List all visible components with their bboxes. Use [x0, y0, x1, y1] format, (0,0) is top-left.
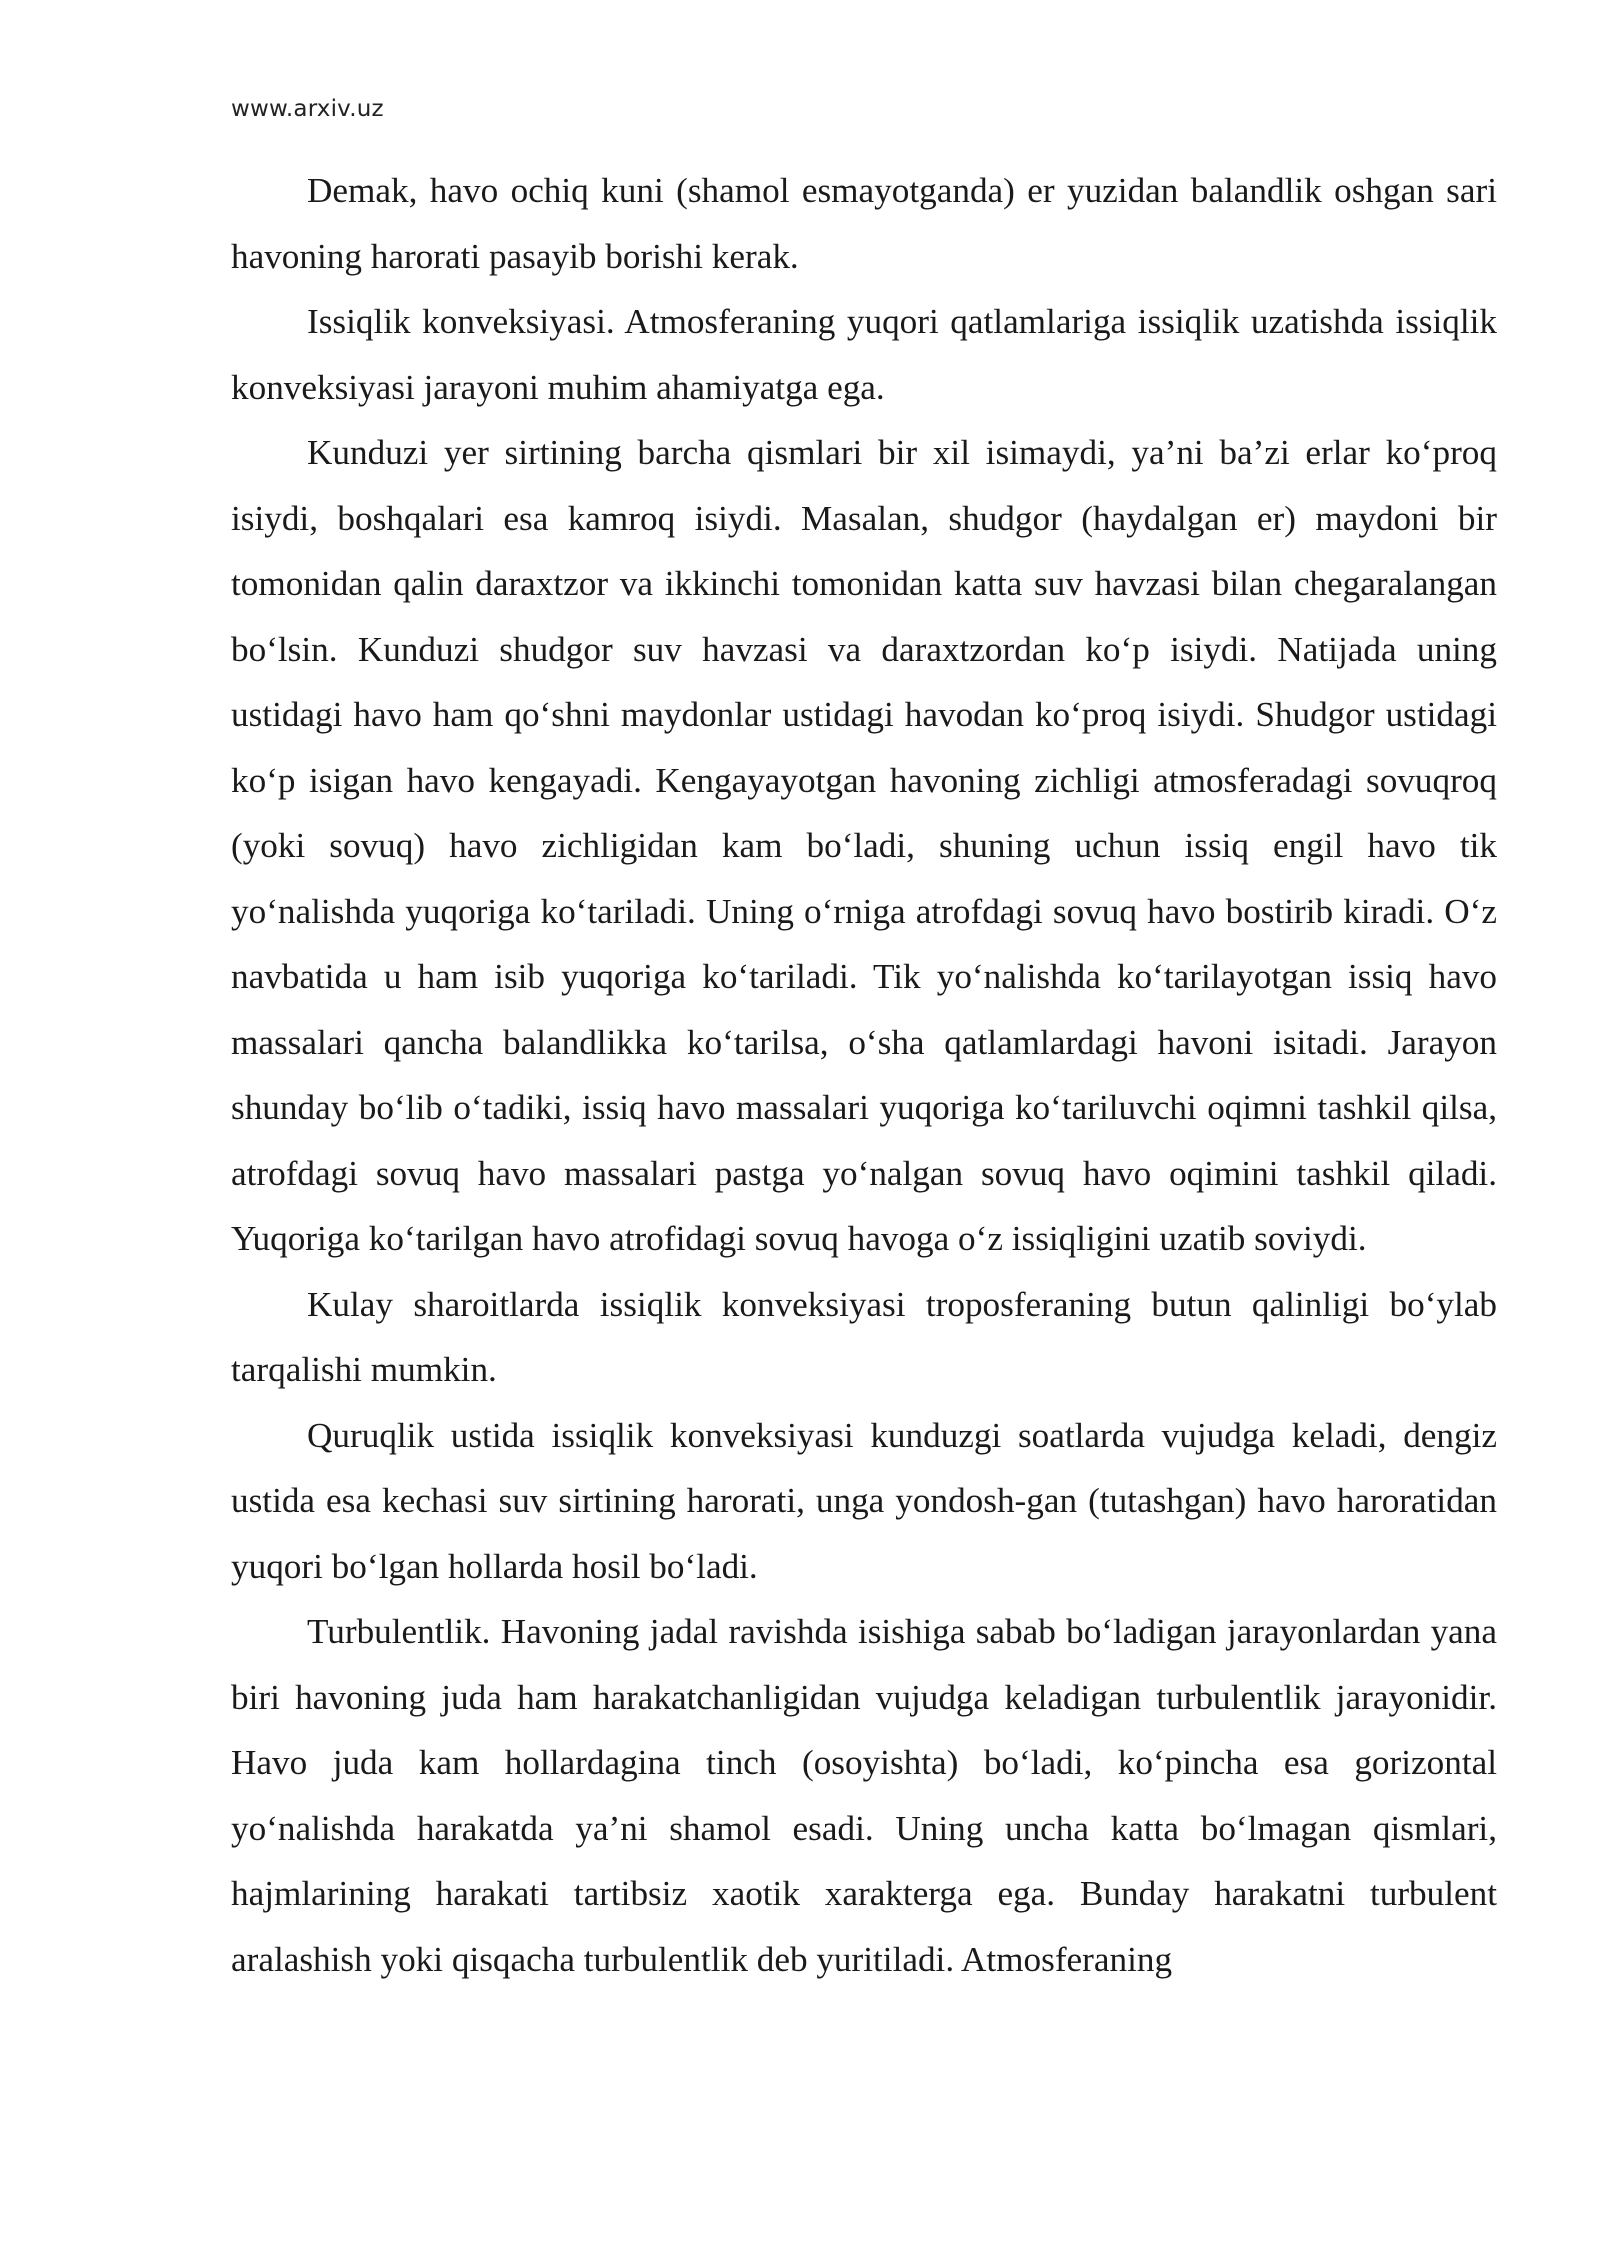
- paragraph: Kulay sharoitlarda issiqlik konveksiyasi troposferaning butun qalinligi bo‘ylab tarqalishi mumkin.: [231, 1284, 1497, 1389]
- paragraph: Turbulentlik. Havoning jadal ravishda isishiga sabab bo‘ladigan jarayonlardan yana biri havoning juda ham harakatchanligidan vujudga keladigan turbulentlik jarayonidir. Havo juda kam hollardagina tinch (osoyishta) bo‘ladi, ko‘pincha esa gorizontal yo‘nalishda harakatda ya’ni shamol esadi. Uning uncha katta bo‘lmagan qismlari, hajmlarining harakati tartibsiz xaotik xarakterga ega. Bunday harakatni turbulent aralashish yoki qisqacha turbulentlik deb yuritiladi. Atmosferaning: [231, 1612, 1497, 1979]
- paragraph: Issiqlik konveksiyasi. Atmosferaning yuqori qatlamlariga issiqlik uzatishda issiqlik konveksiyasi jarayoni muhim ahamiyatga ega.: [231, 302, 1497, 407]
- paragraph: Kunduzi yer sirtining barcha qismlari bir xil isimaydi, ya’ni ba’zi erlar ko‘proq isiydi, boshqalari esa kamroq isiydi. Masalan, shudgor (haydalgan er) maydoni bir tomonidan qalin daraxtzor va ikkinchi tomonidan katta suv havzasi bilan chegaralangan bo‘lsin. Kunduzi shudgor suv havzasi va daraxtzordan ko‘p isiydi. Natijada uning ustidagi havo ham qo‘shni maydonlar ustidagi havodan ko‘proq isiydi. Shudgor ustidagi ko‘p isigan havo kengayadi. Kengayayotgan havoning zichligi atmosferadagi sovuqroq (yoki sovuq) havo zichligidan kam bo‘ladi, shuning uchun issiq engil havo tik yo‘nalishda yuqoriga ko‘tariladi. Uning o‘rniga atrofdagi sovuq havo bostirib kiradi. O‘z navbatida u ham isib yuqoriga ko‘tariladi. Tik yo‘nalishda ko‘tarilayotgan issiq havo massalari qancha balandlikka ko‘tarilsa, o‘sha qatlamlardagi havoni isitadi. Jarayon shunday bo‘lib o‘tadiki, issiq havo massalari yuqoriga ko‘tariluvchi oqimni tashkil qilsa, atrofdagi sovuq havo massalari pastga yo‘nalgan sovuq havo oqimini tashkil qiladi. Yuqoriga ko‘tarilgan havo atrofidagi sovuq havoga o‘z issiqligini uzatib soviydi.: [231, 433, 1497, 1258]
- paragraph: Demak, havo ochiq kuni (shamol esmayotganda) er yuzidan balandlik oshgan sari havoning harorati pasayib borishi kerak.: [231, 171, 1497, 276]
- header-url: www.arxiv.uz: [231, 96, 384, 122]
- paragraph: Quruqlik ustida issiqlik konveksiyasi kunduzgi soatlarda vujudga keladi, dengiz ustida esa kechasi suv sirtining harorati, unga yondosh-gan (tutashgan) havo haroratidan yuqori bo‘lgan hollarda hosil bo‘ladi.: [231, 1415, 1497, 1586]
- document-body: [231, 158, 1497, 1992]
